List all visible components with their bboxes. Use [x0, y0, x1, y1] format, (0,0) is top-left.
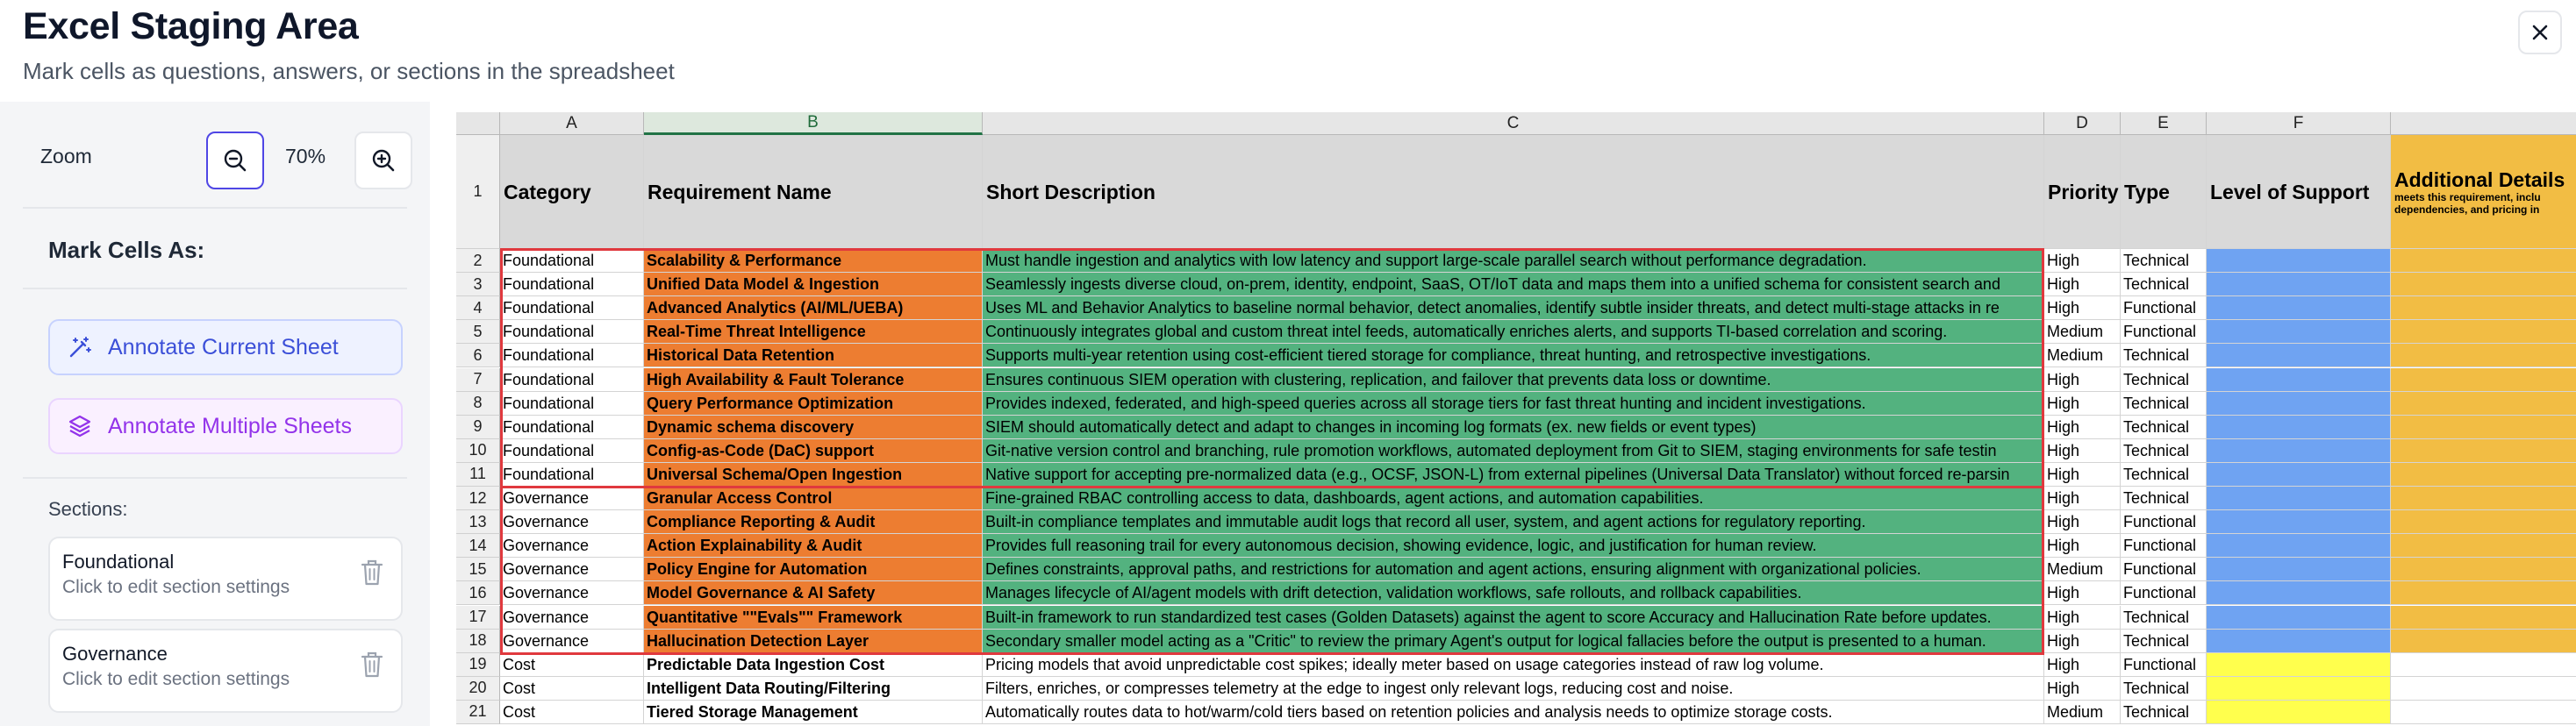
header-cell[interactable]: Short Description	[983, 135, 2044, 249]
header-cell[interactable]: Requirement Name	[644, 135, 983, 249]
row-header[interactable]: 8	[456, 392, 500, 416]
row-header[interactable]: 18	[456, 630, 500, 653]
table-cell[interactable]: Provides indexed, federated, and high-speed queries across all storage tiers for fast threat hunting and incident investigations.	[983, 392, 2044, 416]
table-cell[interactable]: Cost	[500, 653, 644, 677]
additional-details-cell[interactable]	[2391, 487, 2576, 510]
row-header[interactable]: 12	[456, 487, 500, 510]
level-of-support-cell[interactable]	[2207, 581, 2391, 605]
table-cell[interactable]: Dynamic schema discovery	[644, 416, 983, 439]
table-cell[interactable]: Technical	[2121, 368, 2207, 392]
additional-details-cell[interactable]	[2391, 273, 2576, 296]
table-cell[interactable]: Seamlessly ingests diverse cloud, on-prem, identity, endpoint, SaaS, OT/IoT data and maps them into a unified schema for consistent search and	[983, 273, 2044, 296]
table-cell[interactable]: High	[2044, 487, 2121, 510]
row-header[interactable]: 2	[456, 249, 500, 273]
additional-details-cell[interactable]	[2391, 510, 2576, 534]
table-cell[interactable]: Real-Time Threat Intelligence	[644, 320, 983, 344]
level-of-support-cell[interactable]	[2207, 510, 2391, 534]
trash-icon[interactable]	[359, 558, 385, 587]
table-cell[interactable]: High	[2044, 534, 2121, 558]
additional-details-cell[interactable]	[2391, 701, 2576, 724]
row-header[interactable]: 21	[456, 701, 500, 724]
table-cell[interactable]: High	[2044, 249, 2121, 273]
table-cell[interactable]: Governance	[500, 581, 644, 605]
table-cell[interactable]: Predictable Data Ingestion Cost	[644, 653, 983, 677]
table-cell[interactable]: Config-as-Code (DaC) support	[644, 439, 983, 463]
additional-details-cell[interactable]	[2391, 463, 2576, 487]
mark-cells-heading: Mark Cells As:	[48, 237, 205, 263]
table-cell[interactable]: Native support for accepting pre-normalized data (e.g., OCSF, JSON-L) from external pipelines (Universal Data Translator) without forced re-parsin	[983, 463, 2044, 487]
table-cell[interactable]: High Availability & Fault Tolerance	[644, 368, 983, 392]
table-cell[interactable]: Built-in compliance templates and immutable audit logs that record all user, system, and agent actions for regulatory reporting.	[983, 510, 2044, 534]
level-of-support-cell[interactable]	[2207, 677, 2391, 701]
column-header[interactable]	[2391, 112, 2576, 135]
row-header[interactable]: 15	[456, 558, 500, 581]
table-cell[interactable]: Functional	[2121, 558, 2207, 581]
table-cell[interactable]: Functional	[2121, 653, 2207, 677]
spreadsheet-grid[interactable]	[456, 112, 2576, 726]
close-button[interactable]	[2518, 11, 2562, 54]
select-all-corner[interactable]	[456, 112, 500, 135]
table-cell[interactable]: Filters, enriches, or compresses telemetry at the edge to ingest only relevant logs, reducing cost and noise.	[983, 677, 2044, 701]
table-cell[interactable]: High	[2044, 653, 2121, 677]
additional-details-cell[interactable]	[2391, 606, 2576, 630]
column-header[interactable]: B	[644, 112, 983, 135]
table-cell[interactable]: Technical	[2121, 392, 2207, 416]
level-of-support-cell[interactable]	[2207, 296, 2391, 320]
row-header[interactable]: 3	[456, 273, 500, 296]
row-header[interactable]: 20	[456, 677, 500, 701]
table-cell[interactable]: High	[2044, 630, 2121, 653]
row-header[interactable]: 4	[456, 296, 500, 320]
table-cell[interactable]: Action Explainability & Audit	[644, 534, 983, 558]
table-cell[interactable]: Governance	[500, 558, 644, 581]
table-cell[interactable]: Functional	[2121, 534, 2207, 558]
column-header[interactable]: D	[2044, 112, 2121, 135]
table-cell[interactable]: Technical	[2121, 606, 2207, 630]
table-cell[interactable]: Technical	[2121, 344, 2207, 367]
level-of-support-cell[interactable]	[2207, 701, 2391, 724]
table-cell[interactable]: Technical	[2121, 273, 2207, 296]
section-card[interactable]	[48, 629, 403, 713]
row-header[interactable]: 16	[456, 581, 500, 605]
additional-details-cell[interactable]	[2391, 368, 2576, 392]
table-cell[interactable]: Foundational	[500, 320, 644, 344]
row-header[interactable]: 19	[456, 653, 500, 677]
table-cell[interactable]: Technical	[2121, 630, 2207, 653]
table-cell[interactable]: Governance	[500, 606, 644, 630]
table-cell[interactable]: Automatically routes data to hot/warm/cold tiers based on retention policies and analysis needs to optimize storage costs.	[983, 701, 2044, 724]
table-cell[interactable]: Functional	[2121, 296, 2207, 320]
zoom-level: 70%	[285, 145, 326, 167]
zoom-in-button[interactable]	[354, 132, 412, 189]
section-card[interactable]	[48, 537, 403, 621]
table-cell[interactable]: Foundational	[500, 273, 644, 296]
table-cell[interactable]: Medium	[2044, 320, 2121, 344]
table-cell[interactable]: Foundational	[500, 249, 644, 273]
column-header[interactable]: E	[2121, 112, 2207, 135]
row-header[interactable]: 6	[456, 344, 500, 367]
zoom-out-button[interactable]	[206, 132, 264, 189]
additional-details-cell[interactable]	[2391, 296, 2576, 320]
sections-heading: Sections:	[48, 498, 128, 520]
additional-details-cell[interactable]	[2391, 581, 2576, 605]
additional-details-cell[interactable]	[2391, 320, 2576, 344]
table-cell[interactable]: Unified Data Model & Ingestion	[644, 273, 983, 296]
row-header[interactable]: 5	[456, 320, 500, 344]
table-cell[interactable]: Fine-grained RBAC controlling access to data, dashboards, agent actions, and automation capabilities.	[983, 487, 2044, 510]
table-cell[interactable]: Git-native version control and branching, rule promotion workflows, automated deployment from Git to SIEM, staging environments for safe testin	[983, 439, 2044, 463]
row-header[interactable]: 7	[456, 368, 500, 392]
column-header[interactable]: F	[2207, 112, 2391, 135]
table-cell[interactable]: Foundational	[500, 463, 644, 487]
table-cell[interactable]: Governance	[500, 487, 644, 510]
table-cell[interactable]: Cost	[500, 677, 644, 701]
level-of-support-cell[interactable]	[2207, 653, 2391, 677]
header-cell[interactable]: Priority	[2044, 135, 2121, 249]
table-cell[interactable]: High	[2044, 606, 2121, 630]
level-of-support-cell[interactable]	[2207, 344, 2391, 367]
divider	[23, 207, 407, 209]
table-cell[interactable]: Governance	[500, 510, 644, 534]
column-header[interactable]: C	[983, 112, 2044, 135]
level-of-support-cell[interactable]	[2207, 606, 2391, 630]
table-cell[interactable]: Technical	[2121, 463, 2207, 487]
level-of-support-cell[interactable]	[2207, 463, 2391, 487]
level-of-support-cell[interactable]	[2207, 534, 2391, 558]
trash-icon[interactable]	[359, 650, 385, 680]
table-cell[interactable]: Technical	[2121, 677, 2207, 701]
table-cell[interactable]: Functional	[2121, 320, 2207, 344]
table-cell[interactable]: High	[2044, 439, 2121, 463]
table-cell[interactable]: High	[2044, 581, 2121, 605]
row-header[interactable]: 13	[456, 510, 500, 534]
table-cell[interactable]: Quantitative ""Evals"" Framework	[644, 606, 983, 630]
level-of-support-cell[interactable]	[2207, 487, 2391, 510]
additional-details-cell[interactable]	[2391, 416, 2576, 439]
row-header[interactable]: 17	[456, 606, 500, 630]
header-cell[interactable]: Category	[500, 135, 644, 249]
table-cell[interactable]: Functional	[2121, 510, 2207, 534]
header-cell[interactable]: Level of Support	[2207, 135, 2391, 249]
level-of-support-cell[interactable]	[2207, 249, 2391, 273]
zoom-out-icon	[222, 147, 248, 174]
table-cell[interactable]: Technical	[2121, 487, 2207, 510]
table-cell[interactable]: Foundational	[500, 344, 644, 367]
table-cell[interactable]: High	[2044, 368, 2121, 392]
table-cell[interactable]: Technical	[2121, 416, 2207, 439]
table-cell[interactable]: Built-in framework to run standardized test cases (Golden Datasets) against the agent to score Accuracy and Hallucination Rate before updates.	[983, 606, 2044, 630]
row-header[interactable]: 1	[456, 135, 500, 249]
table-cell[interactable]: High	[2044, 392, 2121, 416]
page-title: Excel Staging Area	[23, 5, 359, 47]
table-cell[interactable]: High	[2044, 296, 2121, 320]
additional-details-cell[interactable]	[2391, 630, 2576, 653]
close-icon	[2530, 23, 2550, 42]
header-cell-note: meets this requirement, inclu dependencies, and pricing in	[2394, 190, 2541, 216]
section-hint: Click to edit section settings	[62, 669, 290, 689]
section-name: Governance	[62, 643, 168, 665]
magic-wand-icon	[68, 334, 94, 360]
additional-details-cell[interactable]	[2391, 534, 2576, 558]
additional-details-cell[interactable]	[2391, 439, 2576, 463]
additional-details-cell[interactable]	[2391, 392, 2576, 416]
layers-icon	[68, 413, 94, 439]
section-name: Foundational	[62, 551, 175, 573]
divider	[23, 288, 407, 289]
level-of-support-cell[interactable]	[2207, 630, 2391, 653]
level-of-support-cell[interactable]	[2207, 273, 2391, 296]
annotate-current-label: Annotate Current Sheet	[108, 334, 339, 359]
table-cell[interactable]: Compliance Reporting & Audit	[644, 510, 983, 534]
table-cell[interactable]: Ensures continuous SIEM operation with clustering, replication, and failover that prevents data loss or downtime.	[983, 368, 2044, 392]
table-cell[interactable]: Secondary smaller model acting as a "Critic" to review the primary Agent's output for logical fallacies before the output is presented to a human.	[983, 630, 2044, 653]
annotate-multiple-label: Annotate Multiple Sheets	[108, 413, 352, 438]
table-cell[interactable]: Foundational	[500, 296, 644, 320]
table-cell[interactable]: High	[2044, 273, 2121, 296]
table-cell[interactable]: Technical	[2121, 439, 2207, 463]
row-header[interactable]: 10	[456, 439, 500, 463]
table-cell[interactable]: Intelligent Data Routing/Filtering	[644, 677, 983, 701]
table-cell[interactable]: Model Governance & AI Safety	[644, 581, 983, 605]
level-of-support-cell[interactable]	[2207, 368, 2391, 392]
header-cell[interactable]	[2391, 135, 2576, 249]
zoom-label: Zoom	[40, 145, 92, 167]
table-cell[interactable]: Provides full reasoning trail for every autonomous decision, showing evidence, logic, and justification for human review.	[983, 534, 2044, 558]
column-header[interactable]: A	[500, 112, 644, 135]
header-cell[interactable]: Type	[2121, 135, 2207, 249]
table-cell[interactable]: High	[2044, 510, 2121, 534]
table-cell[interactable]: Hallucination Detection Layer	[644, 630, 983, 653]
additional-details-cell[interactable]	[2391, 344, 2576, 367]
table-cell[interactable]: Foundational	[500, 416, 644, 439]
annotate-multiple-sheets-button[interactable]	[48, 398, 403, 454]
table-cell[interactable]: Foundational	[500, 368, 644, 392]
table-cell[interactable]: Cost	[500, 701, 644, 724]
table-cell[interactable]: Must handle ingestion and analytics with low latency and support large-scale parallel search without performance degradation.	[983, 249, 2044, 273]
table-cell[interactable]: Medium	[2044, 701, 2121, 724]
table-cell[interactable]: Technical	[2121, 701, 2207, 724]
level-of-support-cell[interactable]	[2207, 439, 2391, 463]
level-of-support-cell[interactable]	[2207, 558, 2391, 581]
table-cell[interactable]: High	[2044, 416, 2121, 439]
divider	[23, 477, 407, 479]
table-cell[interactable]: Foundational	[500, 392, 644, 416]
table-cell[interactable]: SIEM should automatically detect and adapt to changes in incoming log formats (ex. new fields or event types)	[983, 416, 2044, 439]
table-cell[interactable]: High	[2044, 677, 2121, 701]
level-of-support-cell[interactable]	[2207, 416, 2391, 439]
table-cell[interactable]: Tiered Storage Management	[644, 701, 983, 724]
annotate-current-sheet-button[interactable]	[48, 319, 403, 375]
table-cell[interactable]: Policy Engine for Automation	[644, 558, 983, 581]
table-cell[interactable]: Universal Schema/Open Ingestion	[644, 463, 983, 487]
section-hint: Click to edit section settings	[62, 577, 290, 597]
table-cell[interactable]: High	[2044, 463, 2121, 487]
table-cell[interactable]: Manages lifecycle of AI/agent models with drift detection, validation workflows, safe rollouts, and rollback capabilities.	[983, 581, 2044, 605]
page-subtitle: Mark cells as questions, answers, or sections in the spreadsheet	[23, 58, 675, 84]
table-cell[interactable]: Governance	[500, 630, 644, 653]
row-header[interactable]: 9	[456, 416, 500, 439]
table-cell[interactable]: Supports multi-year retention using cost-efficient tiered storage for compliance, threat hunting, and retrospective investigations.	[983, 344, 2044, 367]
table-cell[interactable]: Medium	[2044, 344, 2121, 367]
additional-details-cell[interactable]	[2391, 249, 2576, 273]
zoom-in-icon	[370, 147, 397, 174]
additional-details-cell[interactable]	[2391, 677, 2576, 701]
additional-details-cell[interactable]	[2391, 653, 2576, 677]
table-cell[interactable]: Uses ML and Behavior Analytics to baseline normal behavior, detect anomalies, identify subtle insider threats, and detect multi-stage attacks in re	[983, 296, 2044, 320]
table-cell[interactable]: Governance	[500, 534, 644, 558]
level-of-support-cell[interactable]	[2207, 320, 2391, 344]
table-cell[interactable]: Pricing models that avoid unpredictable cost spikes; ideally meter based on usage categories instead of raw log volume.	[983, 653, 2044, 677]
table-cell[interactable]: Scalability & Performance	[644, 249, 983, 273]
table-cell[interactable]: Functional	[2121, 581, 2207, 605]
additional-details-cell[interactable]	[2391, 558, 2576, 581]
row-header[interactable]: 14	[456, 534, 500, 558]
table-cell[interactable]: Medium	[2044, 558, 2121, 581]
table-cell[interactable]: Query Performance Optimization	[644, 392, 983, 416]
table-cell[interactable]: Advanced Analytics (AI/ML/UEBA)	[644, 296, 983, 320]
table-cell[interactable]: Continuously integrates global and custom threat intel feeds, automatically enriches alerts, and supports TI-based correlation and scoring.	[983, 320, 2044, 344]
table-cell[interactable]: Foundational	[500, 439, 644, 463]
header-cell-label: Additional Details	[2394, 167, 2565, 191]
table-cell[interactable]: Historical Data Retention	[644, 344, 983, 367]
table-cell[interactable]: Defines constraints, approval paths, and restrictions for automation and agent actions, ensuring alignment with organizational policies.	[983, 558, 2044, 581]
table-cell[interactable]: Granular Access Control	[644, 487, 983, 510]
row-header[interactable]: 11	[456, 463, 500, 487]
level-of-support-cell[interactable]	[2207, 392, 2391, 416]
table-cell[interactable]: Technical	[2121, 249, 2207, 273]
